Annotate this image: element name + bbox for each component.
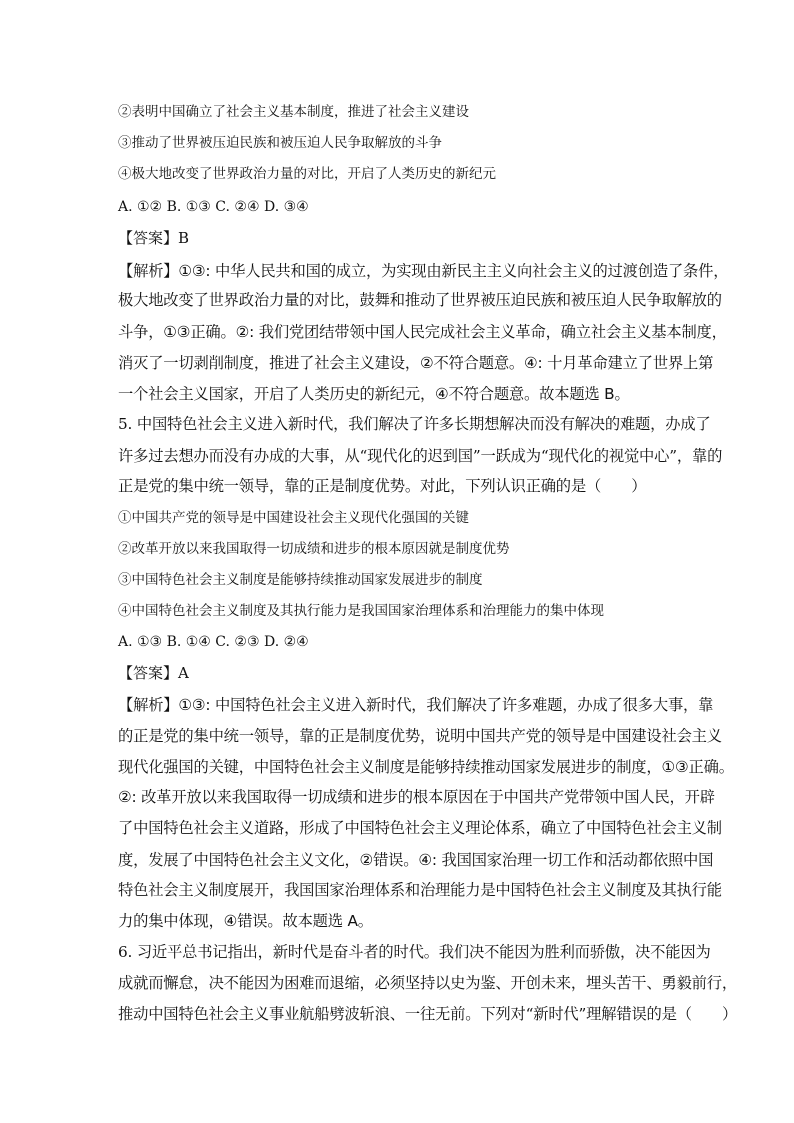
question-line: 5. 中国特色社会主义进入新时代，我们解决了许多长期想解决而没有解决的难题，办成了 <box>118 415 711 433</box>
analysis-line: 一个社会主义国家，开启了人类历史的新纪元，④不符合题意。故本题选 B。 <box>118 385 630 403</box>
answer-line: 【答案】A <box>118 664 189 682</box>
analysis-line: 了中国特色社会主义道路，形成了中国特色社会主义理论体系，确立了中国特色社会主义制 <box>118 819 722 837</box>
choices-line: A. ①③ B. ①④ C. ②③ D. ②④ <box>118 634 309 650</box>
option-line-2: ②表明中国确立了社会主义基本制度，推进了社会主义建设 <box>118 104 469 120</box>
analysis-line: 【解析】①③: 中华人民共和国的成立，为实现由新民主主义向社会主义的过渡创造了条件， <box>118 262 729 280</box>
analysis-line: 消灭了一切剥削制度，推进了社会主义建设，②不符合题意。④: 十月革命建立了世界上第 <box>118 354 714 372</box>
analysis-line: 斗争，①③正确。②: 我们党团结带领中国人民完成社会主义革命，确立社会主义基本制度， <box>118 323 727 341</box>
analysis-line: 极大地改变了世界政治力量的对比，鼓舞和推动了世界被压迫民族和被压迫人民争取解放的 <box>118 291 722 309</box>
analysis-line: 的正是党的集中统一领导，靠的正是制度优势，说明中国共产党的领导是中国建设社会主义 <box>118 727 722 745</box>
question-line: 许多过去想办而没有办成的大事，从“现代化的迟到国”一跃成为“现代化的视觉中心”，靠的 <box>118 447 723 465</box>
option-line-3: ③推动了世界被压迫民族和被压迫人民争取解放的斗争 <box>118 135 442 151</box>
option-line-3: ③中国特色社会主义制度是能够持续推动国家发展进步的制度 <box>118 572 483 588</box>
option-line-4: ④极大地改变了世界政治力量的对比，开启了人类历史的新纪元 <box>118 166 496 182</box>
answer-line: 【答案】B <box>118 229 190 247</box>
question-line: 成就而懈怠，决不能因为困难而退缩，必须坚持以史为鉴、开创未来，埋头苦干、勇毅前行， <box>118 974 737 992</box>
analysis-line: 现代化强国的关键，中国特色社会主义制度是能够持续推动国家发展进步的制度，①③正确。 <box>118 758 734 776</box>
option-line-1: ①中国共产党的领导是中国建设社会主义现代化强国的关键 <box>118 510 469 526</box>
analysis-line: 特色社会主义制度展开，我国国家治理体系和治理能力是中国特色社会主义制度及其执行能 <box>118 881 722 899</box>
analysis-line: ②: 改革开放以来我国取得一切成绩和进步的根本原因在于中国共产党带领中国人民，开辟 <box>118 788 715 806</box>
question-line: 正是党的集中统一领导，靠的正是制度优势。对此，下列认识正确的是（ ） <box>118 477 647 495</box>
analysis-line: 【解析】①③: 中国特色社会主义进入新时代，我们解决了许多难题，办成了很多大事，靠 <box>118 696 714 714</box>
choices-line: A. ①② B. ①③ C. ②④ D. ③④ <box>118 199 309 215</box>
option-line-4: ④中国特色社会主义制度及其执行能力是我国国家治理体系和治理能力的集中体现 <box>118 603 604 619</box>
analysis-line: 力的集中体现，④错误。故本题选 A。 <box>118 912 373 930</box>
question-line: 推动中国特色社会主义事业航船劈波斩浪、一往无前。下列对“新时代”理解错误的是（ ） <box>118 1005 738 1023</box>
analysis-line: 度，发展了中国特色社会主义文化，②错误。④: 我国国家治理一切工作和活动都依照中国 <box>118 851 714 869</box>
question-line: 6. 习近平总书记指出，新时代是奋斗者的时代。我们决不能因为胜利而骄傲，决不能因为 <box>118 943 711 961</box>
option-line-2: ②改革开放以来我国取得一切成绩和进步的根本原因就是制度优势 <box>118 541 510 557</box>
